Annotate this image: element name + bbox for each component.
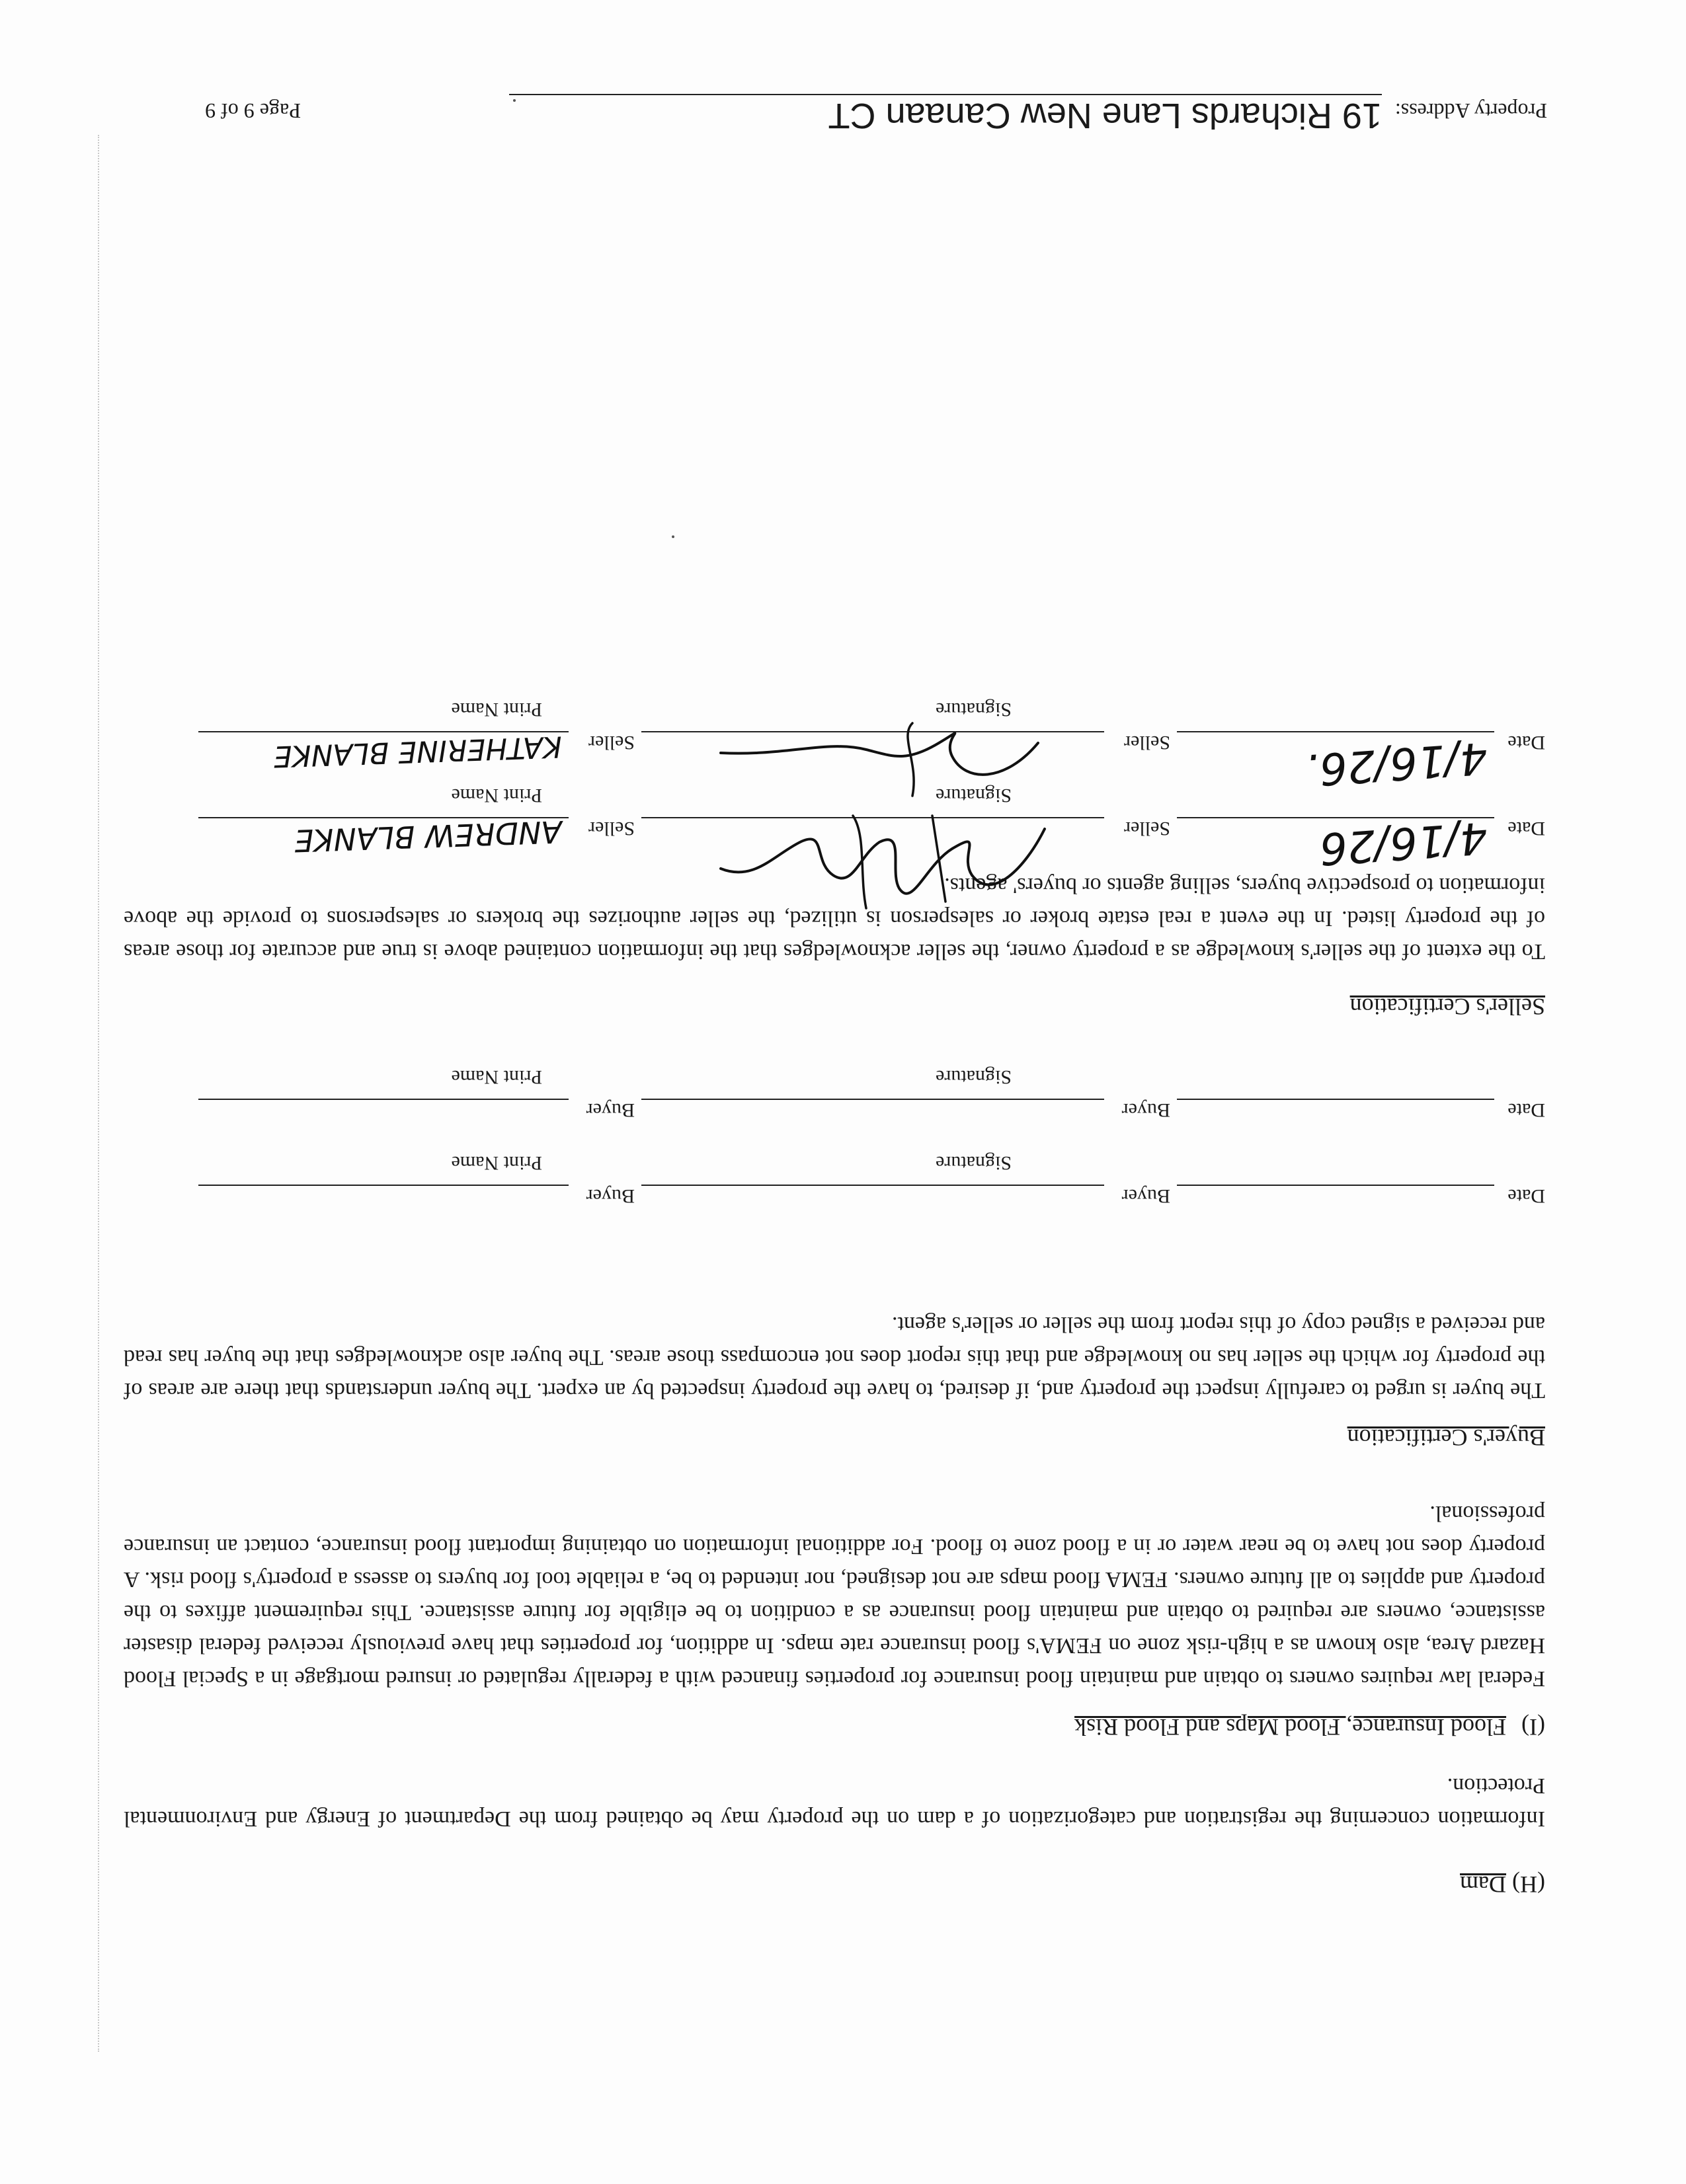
handwritten-date: 4/16/26 xyxy=(1318,812,1490,875)
seller-label: Seller xyxy=(1124,732,1170,754)
date-label: Date xyxy=(1507,1185,1545,1207)
handwritten-signature xyxy=(694,717,1064,822)
date-label: Date xyxy=(1507,818,1545,839)
handwritten-print-name: ANDREW BLANKE xyxy=(294,813,563,859)
section-i-text: Federal law requires owners to obtain and maintain flood insurance for properties financed with a federally regulated or insured mortgage in a Special Flood Hazard Area, also known as a high-risk zone on FEMA's flood insurance rate maps. In addition, for properties that have previously received federal disaster assistance, owners are required to obtain and maintain flood insurance as a condition to be eligible for future assistance. This requirement affixes to the property and applies to all future owners. FEMA flood maps are not designed, nor intended to be, a reliable tool for buyers to assess a property's flood risk. A property does not have to be near water or in a flood zone to flood. For additional information on obtaining important flood insurance, contact an insurance professional. xyxy=(124,1501,1545,1691)
print-name-caption: Print Name xyxy=(451,699,542,721)
date-line[interactable] xyxy=(1177,817,1494,818)
buyer-signature-line[interactable] xyxy=(641,1099,1104,1100)
sellers-certification-text: To the extent of the seller's knowledge as a property owner, the seller acknowledges that the information contained above is true and accurate for those areas of the property listed. In the event a real estate broker or salesperson is utilized, the seller authorizes the brokers or salespersons to provide the above information to prospective buyers, selling agents or buyers' agents. xyxy=(124,873,1545,964)
seller-label: Seller xyxy=(1124,818,1170,839)
buyer-print-label: Buyer xyxy=(586,1185,635,1207)
print-name-caption: Print Name xyxy=(451,785,542,806)
date-label: Date xyxy=(1507,1099,1545,1121)
seller-print-label: Seller xyxy=(588,818,635,839)
buyer-print-line[interactable] xyxy=(198,1185,569,1186)
seller-print-line[interactable] xyxy=(198,731,569,732)
seller-print-label: Seller xyxy=(588,732,635,754)
date-line[interactable] xyxy=(1177,1185,1494,1186)
handwritten-signature xyxy=(694,809,1064,928)
buyers-certification-text: The buyer is urged to carefully inspect the property and, if desired, to have the property inspected by an expert. The buyer understands that there are areas of the property for which the seller has no knowledge and that this report does not encompass those areas. The buyer also acknowledges that the buyer has read and received a signed copy of this report from the seller or seller's agent. xyxy=(124,1312,1545,1403)
seller-print-line[interactable] xyxy=(198,817,569,818)
buyers-certification-title: Buyer's Certification xyxy=(1347,1424,1545,1451)
date-line[interactable] xyxy=(1177,731,1494,732)
buyer-label: Buyer xyxy=(1121,1185,1170,1207)
page-number: Page 9 of 9 xyxy=(205,99,301,123)
section-h-text: Information concerning the registration and categorization of a dam on the property may be obtained from the Department of Energy and Environmental Protection. xyxy=(124,1774,1545,1831)
print-name-caption: Print Name xyxy=(451,1152,542,1174)
scan-speck xyxy=(672,535,674,538)
buyer-print-line[interactable] xyxy=(198,1099,569,1100)
buyer-print-label: Buyer xyxy=(586,1099,635,1121)
buyer-signature-line[interactable] xyxy=(641,1185,1104,1186)
section-i-heading xyxy=(1074,1713,1545,1741)
property-address-value: 19 Richards Lane New Canaan CT xyxy=(828,96,1382,136)
scan-speck xyxy=(513,99,516,102)
section-h-heading xyxy=(1460,1871,1545,1898)
section-i-title: Flood Insurance, Flood Maps and Flood Risk xyxy=(1074,1714,1507,1740)
handwritten-date: 4/16/26. xyxy=(1304,732,1490,796)
section-h-title: Dam xyxy=(1460,1871,1507,1898)
print-name-caption: Print Name xyxy=(451,1066,542,1088)
sellers-certification-title: Seller's Certification xyxy=(1349,994,1545,1020)
signature-caption: Signature xyxy=(936,699,1012,721)
section-i-prefix: (I) xyxy=(1521,1714,1545,1740)
signature-caption: Signature xyxy=(936,1152,1012,1174)
scan-edge xyxy=(97,135,99,2052)
signature-caption: Signature xyxy=(936,785,1012,806)
buyer-label: Buyer xyxy=(1121,1099,1170,1121)
property-address-underline xyxy=(509,94,1382,95)
signature-caption: Signature xyxy=(936,1066,1012,1088)
date-label: Date xyxy=(1507,732,1545,754)
handwritten-print-name: KATHERINE BLANKE xyxy=(273,729,563,773)
date-line[interactable] xyxy=(1177,1099,1494,1100)
property-address-label: Property Address: xyxy=(1394,99,1547,123)
section-h-prefix: (H) xyxy=(1512,1871,1545,1898)
